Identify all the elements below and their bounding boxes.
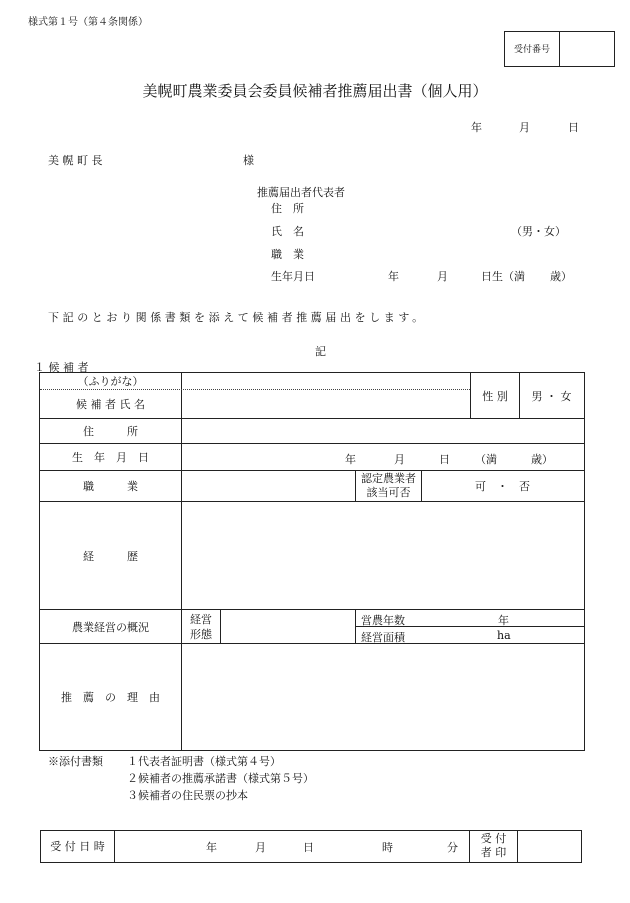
submitter-occupation-label: 職 業 xyxy=(271,248,304,261)
page-title: 美幌町農業委員会委員候補者推薦届出書（個人用） xyxy=(142,82,488,100)
management-form-label-line2: 形態 xyxy=(190,627,212,641)
submitter-dob-year: 年 xyxy=(388,270,399,283)
management-form-field[interactable] xyxy=(221,610,355,643)
date-day: 日 xyxy=(568,121,579,134)
farm-area-unit: ha xyxy=(497,629,511,642)
dob-age-close: 歳） xyxy=(531,453,553,466)
address-label: 住 所 xyxy=(83,425,138,438)
furigana-label: （ふりがな） xyxy=(77,375,144,388)
farming-years-unit: 年 xyxy=(498,614,509,627)
reception-number-label: 受付番号 xyxy=(513,45,550,55)
address-field[interactable] xyxy=(182,419,583,443)
farm-overview-label: 農業経営の概況 xyxy=(72,620,149,634)
management-form-label xyxy=(182,610,220,643)
form-number: 様式第１号（第４条関係） xyxy=(28,17,148,28)
gender-label: 性 別 xyxy=(482,389,508,403)
reception-year: 年 xyxy=(206,841,217,854)
reception-number-field[interactable] xyxy=(560,32,613,65)
section-candidate-heading: １ 候 補 者 xyxy=(34,361,89,374)
submitter-dob-month: 月 xyxy=(437,270,448,283)
management-form-label-line1: 経営 xyxy=(190,612,212,626)
submitter-address-label: 住 所 xyxy=(271,202,304,215)
dob-day: 日 xyxy=(439,453,450,466)
reception-hour: 時 xyxy=(382,841,393,854)
receiver-seal-label xyxy=(470,831,517,861)
recommendation-reason-field[interactable] xyxy=(182,644,583,749)
attachment-item: ２候補者の推薦承諾書（様式第５号） xyxy=(127,772,314,785)
career-label: 経 歴 xyxy=(83,549,138,563)
dob-year: 年 xyxy=(345,453,356,466)
receiver-seal-label-line2: 者 印 xyxy=(480,846,507,859)
submitter-dob-label: 生年月日 xyxy=(271,270,315,283)
furigana-field[interactable] xyxy=(182,373,470,389)
certified-farmer-label-line1: 認定農業者 xyxy=(361,472,416,485)
reception-month: 月 xyxy=(255,841,266,854)
certified-farmer-label xyxy=(356,471,421,501)
career-field[interactable] xyxy=(182,502,583,609)
note-heading: 記 xyxy=(315,345,326,358)
farm-area-label: 経営面積 xyxy=(361,631,405,644)
dob-age-open: （満 xyxy=(475,453,497,466)
candidate-name-label: 候 補 者 氏 名 xyxy=(76,398,145,411)
dob-month: 月 xyxy=(394,453,405,466)
submitter-gender: （男・女） xyxy=(511,225,566,238)
receiver-seal-field[interactable] xyxy=(518,831,580,861)
submitter-dob-day-age: 日生（満 xyxy=(481,270,525,283)
attachment-item: １代表者証明書（様式第４号） xyxy=(127,755,281,768)
receiver-seal-label-line1: 受 付 xyxy=(480,832,507,845)
date-year: 年 xyxy=(471,121,482,134)
occupation-label: 職 業 xyxy=(83,480,138,493)
addressee-honorific: 様 xyxy=(243,154,254,167)
gender-options[interactable]: 男 ・ 女 xyxy=(531,389,572,403)
submitter-name-label: 氏 名 xyxy=(271,225,304,238)
submitter-group-label: 推薦届出者代表者 xyxy=(257,186,345,199)
statement: 下記のとおり関係書類を添えて候補者推薦届出をします。 xyxy=(48,311,427,324)
candidate-name-field[interactable] xyxy=(182,390,470,418)
addressee-name: 美 幌 町 長 xyxy=(48,154,103,167)
submitter-dob-age-unit: 歳） xyxy=(550,270,572,283)
reception-minute: 分 xyxy=(447,841,458,854)
recommendation-reason-label: 推 薦 の 理 由 xyxy=(61,690,160,704)
reception-day: 日 xyxy=(303,841,314,854)
date-month: 月 xyxy=(519,121,530,134)
farming-years-label: 営農年数 xyxy=(361,614,405,627)
occupation-field[interactable] xyxy=(182,471,355,501)
certified-farmer-label-line2: 該当可否 xyxy=(366,486,411,499)
certified-farmer-options[interactable]: 可 ・ 否 xyxy=(475,480,530,493)
attachment-item: ３候補者の住民票の抄本 xyxy=(127,789,248,802)
attachments-label: ※添付書類 xyxy=(48,755,103,768)
reception-datetime-label: 受 付 日 時 xyxy=(50,840,105,853)
dob-label: 生 年 月 日 xyxy=(72,451,149,464)
